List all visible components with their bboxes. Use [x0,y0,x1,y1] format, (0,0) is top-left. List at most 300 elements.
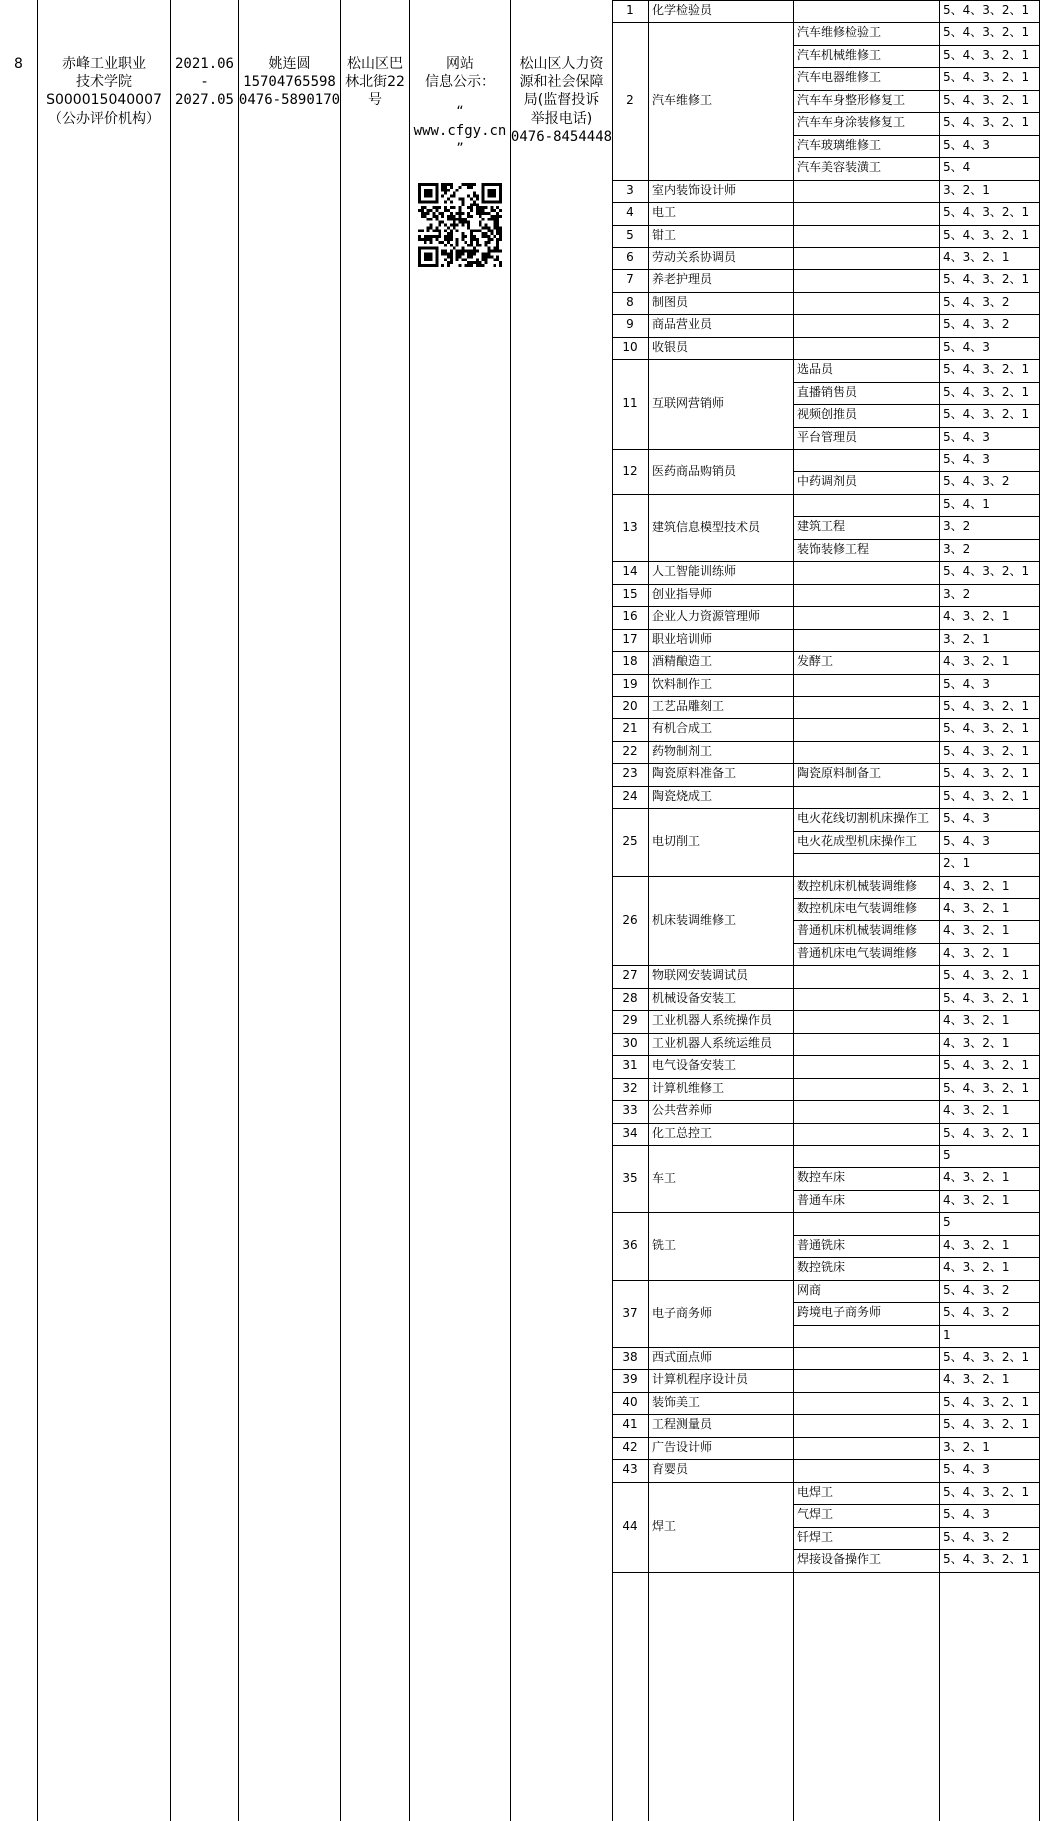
occupation-sub-direction [794,674,941,696]
occupation-name: 铣工 [652,1237,677,1252]
occupation-levels: 5、4、3、2 [943,295,1010,310]
occupation-no: 5 [626,228,634,243]
occupation-name: 工业机器人系统操作员 [652,1013,773,1028]
occupation-sub-direction: 网商 [797,1283,822,1298]
occupation-levels: 5、4、1 [943,497,990,512]
occupation-no: 42 [622,1440,638,1455]
occupation-no: 12 [622,463,638,478]
occupation-levels: 5、4、3、2、1 [943,25,1030,40]
row-divider [612,1369,1040,1370]
occupation-no: 1 [626,3,634,18]
occupation-no: 22 [622,744,638,759]
row-divider [612,337,1040,338]
occupation-name: 人工智能训练师 [652,564,737,579]
grid-line [409,0,410,1821]
occupation-name: 车工 [652,1170,677,1185]
row-divider [612,494,1040,495]
occupation-no: 37 [622,1305,638,1320]
row-divider [612,0,1040,1]
occupation-sub-direction: 汽车车身整形修复工 [797,93,906,108]
occupation-sub-direction: 汽车机械维修工 [797,48,882,63]
occupation-levels: 4、3、2、1 [943,250,1010,265]
occupation-levels: 5、4、3 [943,677,990,692]
occupation-sub-direction: 汽车维修检验工 [797,25,882,40]
occupation-levels: 5、4、3、2、1 [943,70,1030,85]
occupation-levels: 4、3、2、1 [943,879,1010,894]
occupation-no: 10 [622,340,638,355]
occupation-levels: 5、4、3、2 [943,474,1010,489]
occupation-sub-direction [794,1392,941,1414]
org-code: S000015040007 [46,92,162,109]
occupation-no: 2 [626,92,634,107]
occupation-levels: 5、4、3、2、1 [943,1395,1030,1410]
occupation-name: 机床装调维修工 [652,913,737,928]
occupation-name: 饮料制作工 [652,677,713,692]
row-divider [793,112,1040,113]
occupation-sub-direction: 平台管理员 [797,430,858,445]
occupation-name: 酒精酿造工 [652,654,713,669]
occupation-name: 陶瓷烧成工 [652,789,713,804]
occupation-levels: 5、4、3、2、1 [943,699,1030,714]
occupation-sub-direction: 数控机床电气装调维修 [797,901,918,916]
row-divider [793,1257,1040,1258]
occupation-no: 9 [626,317,634,332]
occupation-sub-direction [794,180,941,202]
row-divider [612,651,1040,652]
occupation-levels: 5、4、3、2、1 [943,385,1030,400]
occupation-name: 电切削工 [652,833,701,848]
org-seq-value: 8 [14,56,23,72]
row-divider [612,763,1040,764]
occupation-levels: 5、4、3、2、1 [943,1417,1030,1432]
occupation-name: 室内装饰设计师 [652,183,737,198]
occupation-sub-direction: 汽车电器维修工 [797,70,882,85]
row-divider [793,404,1040,405]
occupation-sub-direction: 直播销售员 [797,385,858,400]
occupation-levels: 4、3、2、1 [943,1013,1010,1028]
website-label: 网站 [446,56,474,72]
occupation-levels: 5、4、3、2、1 [943,1485,1030,1500]
occupation-sub-direction: 电火花成型机床操作工 [797,834,918,849]
occupation-sub-direction: 普通机床电气装调维修 [797,946,918,961]
occupation-levels: 4、3、2、1 [943,1170,1010,1185]
occupation-name: 化学检验员 [652,3,713,18]
occupation-sub-direction [794,1212,941,1234]
occupation-no: 13 [622,519,638,534]
occupation-sub-direction [794,1347,941,1369]
row-divider [612,1437,1040,1438]
occupation-name: 广告设计师 [652,1440,713,1455]
occupation-no: 3 [626,183,634,198]
row-divider [612,314,1040,315]
supervisor-line: 松山区人力资 [519,56,604,72]
occupation-sub-direction [794,0,941,22]
occupation-sub-direction: 数控铣床 [797,1260,846,1275]
supervisor-line: 源和社会保障 [519,74,604,91]
occupation-name: 公共营养师 [652,1103,713,1118]
grid-line [510,0,511,1821]
occupation-sub-direction: 电火花线切割机床操作工 [797,811,930,826]
row-divider [612,1280,1040,1281]
occupation-levels: 5、4、3、2、1 [943,991,1030,1006]
occupation-levels: 5、4、3、2、1 [943,205,1030,220]
occupation-name: 计算机维修工 [652,1081,725,1096]
row-divider [612,786,1040,787]
occupation-no: 14 [622,564,638,579]
row-divider [612,1482,1040,1483]
row-divider [612,1033,1040,1034]
row-divider [793,516,1040,517]
occupation-no: 35 [622,1170,638,1185]
occupation-levels: 5、4、3 [943,811,990,826]
grid-line [238,0,239,1821]
supervisor-line: 举报电话) [530,110,593,127]
occupation-sub-direction [794,629,941,651]
occupation-sub-direction [794,449,941,471]
row-divider [793,920,1040,921]
occupation-name: 物联网安装调试员 [652,968,749,983]
occupation-levels: 5、4、3、2、1 [943,1350,1030,1365]
row-divider [612,629,1040,630]
contact-mobile: 15704765598 [243,74,336,91]
row-divider [793,539,1040,540]
occupation-name: 育婴员 [652,1462,689,1477]
row-divider [793,853,1040,854]
occupation-levels: 5、4、3、2、1 [943,721,1030,736]
occupation-sub-direction [794,853,941,875]
row-divider [793,1167,1040,1168]
occupation-no: 11 [622,396,638,411]
occupation-levels: 3、2 [943,587,971,602]
occupation-levels: 5、4、3、2、1 [943,1552,1030,1567]
row-divider [793,1235,1040,1236]
occupation-sub-direction: 数控机床机械装调维修 [797,879,918,894]
occupation-levels: 5、4、3、2、1 [943,272,1030,287]
occupation-sub-direction: 普通车床 [797,1193,846,1208]
occupation-levels: 4、3、2、1 [943,901,1010,916]
occupation-sub-direction [794,247,941,269]
occupation-levels: 2、1 [943,856,971,871]
occupation-sub-direction [794,1145,941,1167]
occupation-name: 职业培训师 [652,632,713,647]
occupation-sub-direction [794,741,941,763]
occupation-levels: 5、4、3 [943,834,990,849]
row-divider [612,225,1040,226]
occupation-sub-direction [794,1078,941,1100]
occupation-name: 计算机程序设计员 [652,1372,749,1387]
occupation-levels: 5、4、3 [943,138,990,153]
occupation-levels: 5、4、3、2、1 [943,744,1030,759]
occupation-sub-direction [794,1100,941,1122]
occupation-levels: 4、3、2、1 [943,946,1010,961]
row-divider [612,1459,1040,1460]
occupation-sub-direction [794,1414,941,1436]
supervisor-line: 局(监督投诉 [523,92,600,109]
occupation-sub-direction [794,1437,941,1459]
occupation-sub-direction: 汽车玻璃维修工 [797,138,882,153]
row-divider [793,1302,1040,1303]
occupation-name: 电工 [652,205,677,220]
occupation-no: 28 [622,991,638,1006]
occupation-sub-direction: 数控车床 [797,1170,846,1185]
row-divider [612,292,1040,293]
occupation-name: 陶瓷原料准备工 [652,766,737,781]
occupation-no: 44 [622,1519,638,1534]
occupation-levels: 5、4、3、2、1 [943,766,1030,781]
occupation-name: 机械设备安装工 [652,991,737,1006]
occupation-no: 27 [622,968,638,983]
row-divider [793,382,1040,383]
website-url[interactable]: www.cfgy.cn [413,122,507,139]
occupation-levels: 4、3、2、1 [943,1260,1010,1275]
row-divider [612,876,1040,877]
occupation-levels: 5、4、3、2、1 [943,1081,1030,1096]
occupation-levels: 5、4、3、2、1 [943,48,1030,63]
occupation-no: 8 [626,295,634,310]
occupation-levels: 4、3、2、1 [943,923,1010,938]
occupation-levels: 5、4、3、2、1 [943,93,1030,108]
occupation-no: 21 [622,721,638,736]
grid-line [340,0,341,1821]
validity-start: 2021.06 [174,56,234,72]
occupation-sub-direction [794,1123,941,1145]
row-divider [612,1145,1040,1146]
occupation-levels: 5、4、3、2、1 [943,968,1030,983]
occupation-sub-direction: 普通机床机械装调维修 [797,923,918,938]
occupation-sub-direction: 电焊工 [797,1485,834,1500]
quote-close: ” [456,140,464,157]
occupation-name: 药物制剂工 [652,744,713,759]
occupation-name: 收银员 [652,340,689,355]
row-divider [793,831,1040,832]
org-website [410,0,510,158]
occupation-sub-direction: 汽车车身涂装修复工 [797,115,906,130]
validity-dash: - [201,74,208,91]
row-divider [612,674,1040,675]
occupation-sub-direction [794,269,941,291]
occupation-levels: 5、4、3、2、1 [943,407,1030,422]
occupation-sub-direction [794,786,941,808]
occupation-sub-direction: 焊接设备操作工 [797,1552,882,1567]
occupation-sub-direction [794,1369,941,1391]
occupation-sub-direction: 选品员 [797,362,834,377]
occupation-levels: 5、4、3 [943,340,990,355]
occupation-no: 39 [622,1372,638,1387]
occupation-levels: 5、4、3、2、1 [943,564,1030,579]
row-divider [612,718,1040,719]
row-divider [612,1078,1040,1079]
row-divider [612,202,1040,203]
occupation-sub-direction: 装饰装修工程 [797,542,870,557]
row-divider [612,1414,1040,1415]
occupation-levels: 3、2、1 [943,632,990,647]
occupation-sub-direction [794,1325,941,1347]
occupation-levels: 5、4、3、2、1 [943,228,1030,243]
occupation-name: 养老护理员 [652,272,713,287]
occupation-sub-direction [794,988,941,1010]
org-type: （公办评价机构） [48,110,160,127]
occupation-levels: 5、4、3、2、1 [943,115,1030,130]
occupation-name: 创业指导师 [652,587,713,602]
org-contact [239,0,340,110]
occupation-no: 38 [622,1350,638,1365]
occupation-no: 16 [622,609,638,624]
occupation-name: 有机合成工 [652,721,713,736]
occupation-sub-direction [794,584,941,606]
occupation-name: 医药商品购销员 [652,463,737,478]
occupation-name: 工程测量员 [652,1417,713,1432]
row-divider [612,606,1040,607]
occupation-name: 制图员 [652,295,689,310]
row-divider [612,1100,1040,1101]
occupation-no: 17 [622,632,638,647]
row-divider [612,449,1040,450]
occupation-no: 34 [622,1126,638,1141]
occupation-levels: 3、2 [943,542,971,557]
org-seq [0,0,37,73]
row-divider [793,1325,1040,1326]
row-divider [612,1123,1040,1124]
row-divider [612,1055,1040,1056]
occupation-no: 43 [622,1462,638,1477]
address-line: 松山区巴 [347,56,403,72]
occupation-levels: 5、4、3、2、1 [943,3,1030,18]
row-divider [612,269,1040,270]
occupation-sub-direction: 建筑工程 [797,519,846,534]
occupation-sub-direction [794,494,941,516]
occupation-sub-direction [794,718,941,740]
org-name-line: 技术学院 [76,74,132,91]
row-divider [612,808,1040,809]
quote-open: “ [456,104,464,121]
address-line: 号 [368,92,382,109]
row-divider [793,90,1040,91]
occupation-no: 7 [626,272,634,287]
occupation-no: 25 [622,833,638,848]
occupation-name: 建筑信息模型技术员 [652,519,761,534]
occupation-no: 23 [622,766,638,781]
occupation-levels: 5、4、3、2 [943,1283,1010,1298]
occupation-sub-direction [794,1459,941,1481]
occupation-sub-direction: 发酵工 [797,654,834,669]
row-divider [793,471,1040,472]
occupation-sub-direction: 跨境电子商务师 [797,1305,882,1320]
occupation-sub-direction [794,292,941,314]
row-divider [793,1504,1040,1505]
occupation-no: 41 [622,1417,638,1432]
row-divider [793,898,1040,899]
row-divider [793,67,1040,68]
occupation-no: 30 [622,1036,638,1051]
website-label: 信息公示： [425,74,495,91]
occupation-levels: 5 [943,1148,951,1163]
occupation-sub-direction [794,965,941,987]
contact-phone: 0476-5890170 [238,92,341,109]
occupation-levels: 5、4 [943,160,971,175]
occupation-sub-direction: 钎焊工 [797,1530,834,1545]
occupation-levels: 5、4、3、2 [943,317,1010,332]
occupation-no: 6 [626,250,634,265]
org-supervisor [511,0,612,146]
occupation-sub-direction: 视频创推员 [797,407,858,422]
occupation-sub-direction [794,337,941,359]
occupation-levels: 5、4、3、2、1 [943,362,1030,377]
occupation-levels: 3、2、1 [943,183,990,198]
row-divider [793,45,1040,46]
row-divider [612,741,1040,742]
occupation-name: 焊工 [652,1519,677,1534]
occupation-levels: 5、4、3、2、1 [943,1126,1030,1141]
occupation-no: 15 [622,587,638,602]
row-divider [612,359,1040,360]
occupation-levels: 4、3、2、1 [943,609,1010,624]
row-divider [612,965,1040,966]
occupation-name: 钳工 [652,228,677,243]
occupation-sub-direction [794,314,941,336]
occupation-levels: 5、4、3 [943,452,990,467]
row-divider [612,561,1040,562]
occupation-name: 化工总控工 [652,1126,713,1141]
row-divider [793,1190,1040,1191]
occupation-name: 互联网营销师 [652,396,725,411]
occupation-levels: 4、3、2、1 [943,1238,1010,1253]
row-divider [612,584,1040,585]
occupation-name: 西式面点师 [652,1350,713,1365]
supervisor-phone: 0476-8454448 [510,128,613,145]
row-divider [612,696,1040,697]
occupation-no: 33 [622,1103,638,1118]
occupation-levels: 5、4、3 [943,430,990,445]
row-divider [612,1572,1040,1573]
row-divider [793,1527,1040,1528]
occupation-sub-direction [794,1033,941,1055]
occupation-sub-direction: 气焊工 [797,1507,834,1522]
occupation-levels: 4、3、2、1 [943,1193,1010,1208]
occupation-sub-direction [794,696,941,718]
row-divider [793,427,1040,428]
row-divider [612,247,1040,248]
occupation-no: 18 [622,654,638,669]
grid-line [170,0,171,1821]
row-divider [793,1549,1040,1550]
org-name-line: 赤峰工业职业 [62,56,146,72]
row-divider [612,1212,1040,1213]
occupation-sub-direction [794,225,941,247]
occupation-sub-direction: 汽车美容装潢工 [797,160,882,175]
occupation-levels: 4、3、2、1 [943,654,1010,669]
occupation-no: 24 [622,789,638,804]
contact-person: 姚连圆 [268,56,311,72]
occupation-levels: 5 [943,1215,951,1230]
row-divider [612,22,1040,23]
row-divider [612,1347,1040,1348]
occupation-no: 20 [622,699,638,714]
occupation-name: 企业人力资源管理师 [652,609,761,624]
occupation-sub-direction: 普通铣床 [797,1238,846,1253]
org-validity [171,0,238,110]
occupation-levels: 1 [943,1328,951,1343]
occupation-levels: 5、4、3、2 [943,1530,1010,1545]
occupation-levels: 5、4、3、2、1 [943,789,1030,804]
occupation-levels: 3、2 [943,519,971,534]
org-address [341,0,409,110]
occupation-no: 31 [622,1058,638,1073]
occupation-levels: 5、4、3 [943,1507,990,1522]
occupation-sub-direction [794,606,941,628]
occupation-name: 工艺品雕刻工 [652,699,725,714]
row-divider [793,943,1040,944]
occupation-levels: 5、4、3 [943,1462,990,1477]
